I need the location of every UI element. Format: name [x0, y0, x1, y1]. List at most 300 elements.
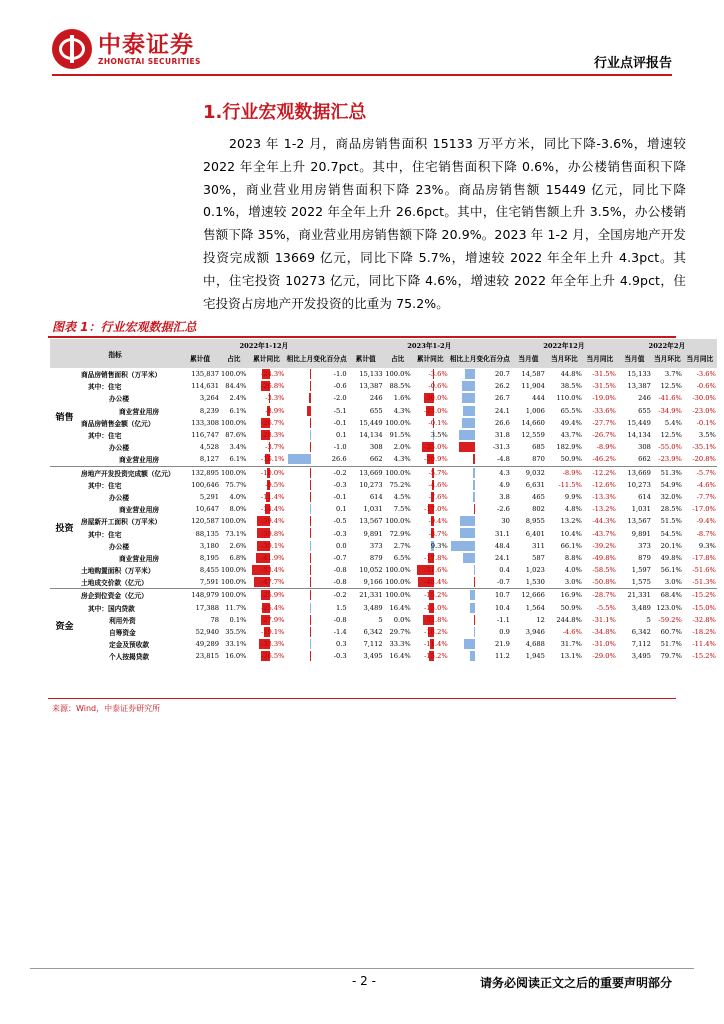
negative-bar — [309, 393, 311, 403]
table-cell — [248, 479, 286, 491]
table-cell: 5 — [646, 615, 651, 624]
logo-mark-icon — [52, 29, 92, 69]
cell-value: -7.6% — [428, 492, 448, 501]
positive-bar — [310, 541, 311, 551]
table-row — [50, 479, 717, 491]
table-cell: 4.3% — [393, 455, 411, 464]
positive-bar — [462, 381, 475, 391]
cell-value: 26.2 — [494, 382, 510, 391]
cell-value: -0.3 — [333, 652, 347, 661]
table-cell — [286, 515, 348, 527]
cell-value: -27.9% — [260, 615, 285, 624]
indicator-label: 房企到位资金（亿元） — [79, 589, 180, 602]
table-cell: 73.1% — [225, 529, 247, 538]
table-cell: 75.2% — [389, 480, 411, 489]
column-header: 当月环比 — [652, 351, 683, 368]
table-cell: 35.5% — [225, 628, 247, 637]
table-cell: 28.5% — [660, 505, 682, 514]
table-cell — [412, 602, 449, 614]
table-cell: 879 — [638, 553, 651, 562]
table-cell: 10.4% — [560, 529, 582, 538]
cell-value: -18.2% — [424, 628, 448, 637]
macro-data-table — [50, 339, 717, 663]
table-row — [50, 429, 717, 441]
table-cell — [248, 650, 286, 662]
logo-name-en: ZHONGTAI SECURITIES — [98, 56, 201, 66]
table-cell: 120,587 — [191, 517, 219, 526]
table-cell — [248, 491, 286, 503]
table-cell: 123.0% — [656, 603, 682, 612]
table-cell: 114,631 — [191, 382, 219, 391]
table-cell — [286, 392, 348, 404]
table-cell: -34.9% — [658, 406, 682, 415]
table-cell: -29.0% — [592, 652, 616, 661]
positive-bar — [465, 369, 476, 379]
table-cell — [286, 527, 348, 539]
cell-value: -48.4% — [424, 578, 448, 587]
table-cell — [449, 576, 511, 589]
table-cell: 9,891 — [631, 529, 651, 538]
cell-value: 0.1 — [336, 431, 347, 440]
table-cell: 13,387 — [359, 382, 383, 391]
cell-value: -16.1% — [260, 455, 285, 464]
table-cell: 100.0% — [221, 517, 247, 526]
cell-value: 31.1 — [494, 529, 510, 538]
cell-value: -53.4% — [260, 566, 285, 575]
cell-value: -31.3 — [492, 443, 510, 452]
table-cell: 3,264 — [199, 394, 219, 403]
table-cell: 870 — [532, 455, 545, 464]
table-cell: 1,597 — [631, 566, 651, 575]
cell-value: -26.8% — [260, 382, 285, 391]
cell-value: -0.3 — [333, 480, 347, 489]
positive-bar — [473, 492, 475, 502]
figure-divider — [48, 336, 676, 338]
indicator-label: 其中：国内贷款 — [88, 604, 135, 613]
table-cell: 13,669 — [617, 466, 652, 479]
table-row — [50, 589, 717, 602]
table-cell: 1,006 — [525, 406, 545, 415]
table-cell: 465 — [532, 492, 545, 501]
table-cell: 4.8% — [564, 505, 582, 514]
table-cell — [286, 576, 348, 589]
table-cell: 12,559 — [521, 431, 545, 440]
table-cell: 15,449 — [359, 418, 383, 427]
table-cell: 91.5% — [389, 431, 411, 440]
cell-value: -25.9% — [260, 591, 285, 600]
group-header: 2022年12月 — [511, 339, 617, 351]
cell-value: 0.1 — [336, 505, 347, 514]
table-cell: 9,032 — [511, 466, 546, 479]
column-header: 占比 — [220, 351, 248, 368]
table-cell: 6.1% — [229, 455, 247, 464]
column-header: 当月同比 — [583, 351, 617, 368]
table-cell — [449, 564, 511, 576]
table-cell: 100,646 — [191, 480, 219, 489]
table-cell — [248, 380, 286, 392]
table-cell — [449, 453, 511, 466]
table-cell — [449, 392, 511, 404]
table-cell: 14,134 — [627, 431, 651, 440]
positive-bar — [460, 528, 476, 538]
table-cell — [412, 576, 449, 589]
table-row — [50, 380, 717, 392]
indicator-label: 定金及预收款 — [109, 641, 150, 650]
table-cell — [449, 466, 511, 479]
table-cell: 21,331 — [348, 589, 384, 602]
table-cell: 10,052 — [359, 566, 383, 575]
cell-value: 4.9 — [499, 480, 510, 489]
table-cell — [412, 405, 449, 417]
table-cell — [412, 441, 449, 453]
table-cell: 50.9% — [560, 455, 582, 464]
cell-value: -0.1% — [428, 418, 448, 427]
indicator-label: 其中：住宅 — [88, 383, 122, 392]
table-cell: 8,127 — [199, 455, 219, 464]
cell-value: 0.9 — [499, 628, 510, 637]
cell-value: -2.6 — [496, 505, 510, 514]
positive-bar — [451, 541, 476, 551]
table-cell: 4.3% — [393, 406, 411, 415]
table-cell: 3.4% — [229, 443, 247, 452]
indicator-label: 办公楼 — [109, 493, 130, 502]
section-title: 1.行业宏观数据汇总 — [203, 102, 367, 123]
table-cell — [286, 453, 348, 466]
table-cell: -9.4% — [696, 517, 716, 526]
table-row — [50, 626, 717, 638]
positive-bar — [288, 454, 312, 464]
table-cell — [286, 405, 348, 417]
table-cell: 587 — [532, 553, 545, 562]
table-row — [50, 564, 717, 576]
cell-value: -2.0 — [333, 394, 347, 403]
negative-bar — [310, 553, 311, 563]
table-row — [50, 392, 717, 404]
negative-bar — [473, 454, 475, 464]
section-label: 资金 — [50, 589, 79, 663]
table-cell: 655 — [638, 406, 651, 415]
table-cell: 5 — [378, 615, 383, 624]
table-cell: 444 — [532, 394, 545, 403]
positive-bar — [473, 480, 476, 490]
positive-bar — [463, 406, 475, 416]
cell-value: -0.1 — [333, 418, 347, 427]
table-cell: -15.2% — [692, 652, 716, 661]
table-cell: 54.9% — [660, 480, 682, 489]
table-cell — [449, 638, 511, 650]
table-row — [50, 576, 717, 589]
table-cell: 6,631 — [525, 480, 545, 489]
table-cell: -59.2% — [658, 615, 682, 624]
table-cell: 2.7% — [393, 541, 411, 550]
indicator-label: 办公楼 — [109, 542, 130, 551]
table-cell: 16.0% — [225, 652, 247, 661]
table-cell: 4.0% — [229, 492, 247, 501]
indicator-label: 自筹资金 — [109, 629, 136, 638]
table-cell: 133,308 — [191, 418, 219, 427]
table-cell: 614 — [369, 492, 383, 501]
table-cell — [286, 417, 348, 429]
table-cell: 8,195 — [199, 553, 219, 562]
indicator-label: 个人按揭贷款 — [109, 653, 150, 662]
table-cell: 50.9% — [560, 603, 582, 612]
table-cell — [286, 638, 348, 650]
table-cell: 65.5% — [560, 406, 582, 415]
table-cell — [412, 564, 449, 576]
table-cell: -3.6% — [696, 370, 716, 379]
table-cell: 2.6% — [229, 541, 247, 550]
table-cell: -20.8% — [692, 455, 716, 464]
indicator-label: 商业营业用房 — [119, 506, 160, 515]
table-cell: 8,239 — [199, 406, 219, 415]
positive-bar — [459, 430, 475, 440]
table-cell: 1.6% — [393, 394, 411, 403]
cell-value: -23.0% — [424, 406, 448, 415]
table-cell: 182.9% — [556, 443, 582, 452]
table-cell — [412, 552, 449, 564]
cell-value: 9.3% — [430, 541, 448, 550]
table-cell: 6,342 — [363, 628, 383, 637]
table-cell: 3,180 — [199, 541, 219, 550]
table-cell: 3.0% — [564, 578, 582, 587]
table-cell: 12,666 — [511, 589, 546, 602]
table-cell: 1,530 — [525, 578, 545, 587]
header-divider — [52, 74, 672, 76]
cell-value: -9.4% — [428, 517, 448, 526]
cell-value: 20.7 — [494, 370, 510, 379]
indicator-label: 其中：住宅 — [88, 530, 122, 539]
table-cell: -12.6% — [592, 480, 616, 489]
cell-value: -51.6% — [424, 566, 448, 575]
cell-value: -8.9% — [265, 406, 285, 415]
positive-bar — [460, 516, 475, 526]
negative-bar — [474, 577, 475, 587]
table-cell: -17.8% — [692, 553, 716, 562]
table-cell: -26.7% — [592, 431, 616, 440]
table-cell — [248, 441, 286, 453]
cell-value: 30 — [501, 517, 510, 526]
cell-value: -3.3% — [265, 394, 285, 403]
table-cell — [286, 503, 348, 515]
table-cell — [286, 564, 348, 576]
indicator-label: 房屋新开工面积（万平米） — [81, 518, 162, 527]
positive-bar — [310, 504, 311, 514]
table-cell: 3,495 — [631, 652, 651, 661]
table-row — [50, 650, 717, 662]
cell-value: 3.8 — [499, 492, 510, 501]
positive-bar — [464, 639, 475, 649]
table-cell: 14,134 — [359, 431, 383, 440]
negative-bar — [459, 442, 475, 452]
table-cell: 51.3% — [652, 466, 683, 479]
table-cell: -5.5% — [596, 603, 616, 612]
table-cell — [286, 552, 348, 564]
cell-value: -5.7% — [428, 468, 448, 477]
negative-bar — [307, 406, 312, 416]
positive-bar — [462, 418, 476, 428]
table-cell: 662 — [369, 455, 383, 464]
table-cell: -43.7% — [592, 529, 616, 538]
indicator-label: 房地产开发投资完成额（亿元） — [79, 466, 180, 479]
cell-value: -3.7% — [265, 443, 285, 452]
table-cell — [286, 380, 348, 392]
cell-value: -17.8% — [424, 553, 448, 562]
table-cell: 3,495 — [363, 652, 383, 661]
table-cell — [286, 589, 348, 602]
table-cell: 29.7% — [389, 628, 411, 637]
table-cell: 100.0% — [221, 418, 247, 427]
table-cell: -30.0% — [692, 394, 716, 403]
table-cell: -41.6% — [658, 394, 682, 403]
table-cell — [412, 503, 449, 515]
table-cell: 2.4% — [229, 394, 247, 403]
table-row — [50, 466, 717, 479]
table-cell: 135,837 — [191, 370, 219, 379]
group-header: 2023年1-2月 — [348, 339, 511, 351]
table-cell: -28.7% — [583, 589, 617, 602]
table-cell — [412, 380, 449, 392]
negative-bar — [310, 492, 311, 502]
table-cell — [248, 614, 286, 626]
table-cell: 8,455 — [199, 566, 219, 575]
table-cell — [412, 515, 449, 527]
table-cell: -5.7% — [683, 466, 717, 479]
table-cell: -51.3% — [692, 578, 716, 587]
negative-bar — [310, 590, 311, 600]
table-cell: 1,031 — [363, 505, 383, 514]
table-cell: 32.0% — [660, 492, 682, 501]
table-cell: 13,567 — [627, 517, 651, 526]
indicator-label: 其中：住宅 — [88, 481, 122, 490]
cell-value: -47.7% — [260, 578, 285, 587]
table-cell: 10,647 — [195, 505, 219, 514]
table-cell: 49.8% — [660, 553, 682, 562]
table-cell: 5.4% — [664, 418, 682, 427]
table-cell: 100.0% — [384, 589, 412, 602]
table-cell: 68.4% — [652, 589, 683, 602]
cell-value: -33.3% — [260, 640, 285, 649]
table-cell: 87.6% — [225, 431, 247, 440]
table-cell — [412, 392, 449, 404]
cell-value: -19.1% — [260, 628, 285, 637]
table-cell — [248, 552, 286, 564]
table-cell: -18.2% — [692, 628, 716, 637]
cell-value: -1.1 — [496, 615, 510, 624]
table-row — [50, 614, 717, 626]
table-cell: -15.2% — [683, 589, 717, 602]
table-cell: 1,945 — [525, 652, 545, 661]
cell-value: -9.5% — [265, 480, 285, 489]
table-cell — [248, 602, 286, 614]
table-cell: -49.8% — [592, 553, 616, 562]
cell-value: 24.1 — [494, 406, 510, 415]
cell-value: -41.9% — [260, 553, 285, 562]
indicator-header: 指标 — [50, 339, 180, 368]
table-cell — [412, 479, 449, 491]
cell-value: 48.4 — [494, 541, 510, 550]
table-cell: -0.6% — [696, 382, 716, 391]
cell-value: -39.8% — [260, 529, 285, 538]
cell-value: -0.2 — [333, 468, 347, 477]
table-cell: 11.7% — [225, 603, 247, 612]
table-cell — [248, 589, 286, 602]
positive-bar — [462, 393, 476, 403]
table-cell: 84.4% — [225, 382, 247, 391]
cell-value: -32.8% — [424, 615, 448, 624]
table-cell: -23.9% — [658, 455, 682, 464]
table-row — [50, 527, 717, 539]
table-cell — [412, 527, 449, 539]
table-cell: 6.8% — [229, 553, 247, 562]
table-cell — [412, 466, 449, 479]
table-cell — [412, 453, 449, 466]
cell-value: 21.9 — [494, 640, 510, 649]
table-cell: 10,273 — [359, 480, 383, 489]
table-cell: 3.5% — [698, 431, 716, 440]
table-cell: 79.7% — [660, 652, 682, 661]
table-cell: -7.7% — [696, 492, 716, 501]
positive-bar — [473, 468, 475, 478]
negative-bar — [310, 381, 311, 391]
cell-value: -0.7 — [496, 578, 510, 587]
table-cell: 15,133 — [627, 370, 651, 379]
table-group-header-row — [50, 339, 717, 351]
positive-bar — [470, 590, 475, 600]
table-cell — [449, 602, 511, 614]
positive-bar — [470, 603, 475, 613]
table-cell — [412, 614, 449, 626]
indicator-label: 其中：住宅 — [88, 432, 122, 441]
table-cell: 100.0% — [385, 370, 411, 379]
table-cell: 3.7% — [664, 370, 682, 379]
table-cell: 17,388 — [195, 603, 219, 612]
table-cell — [449, 552, 511, 564]
table-cell: 3,946 — [525, 628, 545, 637]
table-row — [50, 453, 717, 466]
table-cell: -19.0% — [592, 394, 616, 403]
table-cell: -17.0% — [692, 505, 716, 514]
column-header: 累计同比 — [248, 351, 286, 368]
cell-value: 24.1 — [494, 553, 510, 562]
table-cell: 9,166 — [363, 578, 383, 587]
table-cell: 13,387 — [627, 382, 651, 391]
table-cell — [412, 491, 449, 503]
table-cell: 33.3% — [389, 640, 411, 649]
table-cell — [449, 368, 511, 380]
table-cell: 88.5% — [389, 382, 411, 391]
table-cell — [248, 368, 286, 380]
table-cell: 13,567 — [359, 517, 383, 526]
table-cell — [412, 429, 449, 441]
table-cell: -35.1% — [692, 443, 716, 452]
table-cell: 132,895 — [180, 466, 220, 479]
table-cell: 31.7% — [560, 640, 582, 649]
table-cell: 614 — [638, 492, 651, 501]
table-cell: 6.1% — [229, 406, 247, 415]
cell-value: -15.0% — [424, 603, 448, 612]
indicator-label: 商品房销售面积（万平米） — [81, 371, 162, 380]
negative-bar — [310, 528, 311, 538]
table-row — [50, 441, 717, 453]
table-cell — [248, 405, 286, 417]
negative-bar — [310, 615, 311, 625]
table-cell: -0.1% — [696, 418, 716, 427]
cell-value: 10.4 — [494, 603, 510, 612]
cell-value: -0.6% — [428, 382, 448, 391]
cell-value: -24.3% — [260, 370, 285, 379]
column-header: 当月值 — [617, 351, 652, 368]
cell-value: -4.8 — [496, 455, 510, 464]
